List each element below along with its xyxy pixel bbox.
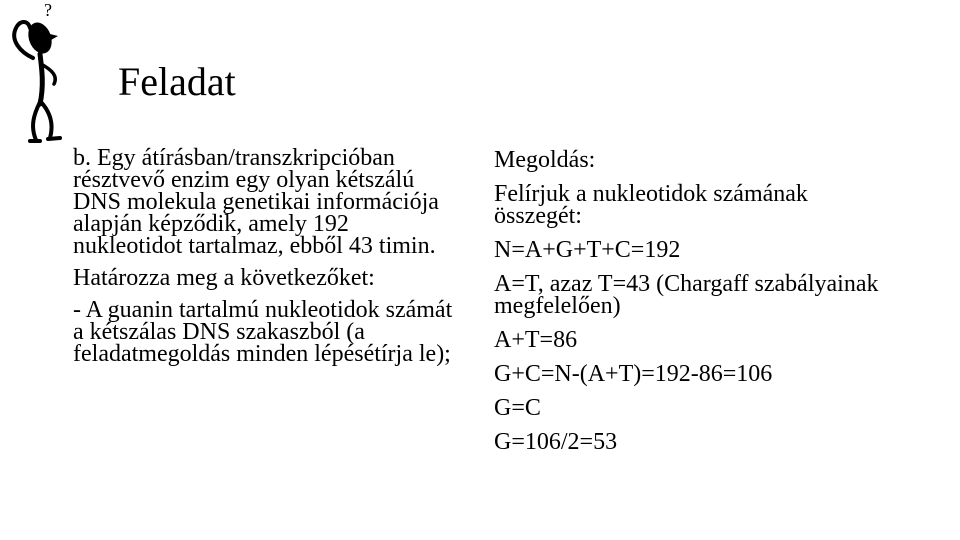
- solution-line: A=T, azaz T=43 (Chargaff szabályainak megfelelően): [494, 271, 879, 319]
- solution-line: Megoldás:: [494, 147, 596, 173]
- solution-line: Felírjuk a nukleotidok számának összegét:: [494, 181, 808, 229]
- task-paragraph: - A guanin tartalmú nukleotidok számát a kétszálas DNS szakaszból (a feladatmegoldás minden lépésétírja le);: [73, 297, 453, 367]
- solution-line: G=106/2=53: [494, 429, 618, 455]
- task-paragraph: b. Egy átírásban/transzkripcióban résztvevő enzim egy olyan kétszálú DNS molekula genetikai információja alapján képződik, amely 192 nukleotidot tartalmaz, ebből 43 timin.: [73, 145, 439, 259]
- task-text-column: [73, 145, 458, 375]
- thinking-stick-figure-icon: [0, 0, 80, 150]
- task-paragraph: Határozza meg a következőket:: [73, 265, 375, 291]
- solution-line: N=A+G+T+C=192: [494, 237, 681, 263]
- slide-title: Feladat: [118, 59, 236, 104]
- solution-line: G+C=N-(A+T)=192-86=106: [494, 361, 773, 387]
- solution-line: G=C: [494, 395, 541, 421]
- solution-text-column: [494, 145, 894, 465]
- solution-line: A+T=86: [494, 327, 578, 353]
- question-mark: ?: [44, 0, 52, 20]
